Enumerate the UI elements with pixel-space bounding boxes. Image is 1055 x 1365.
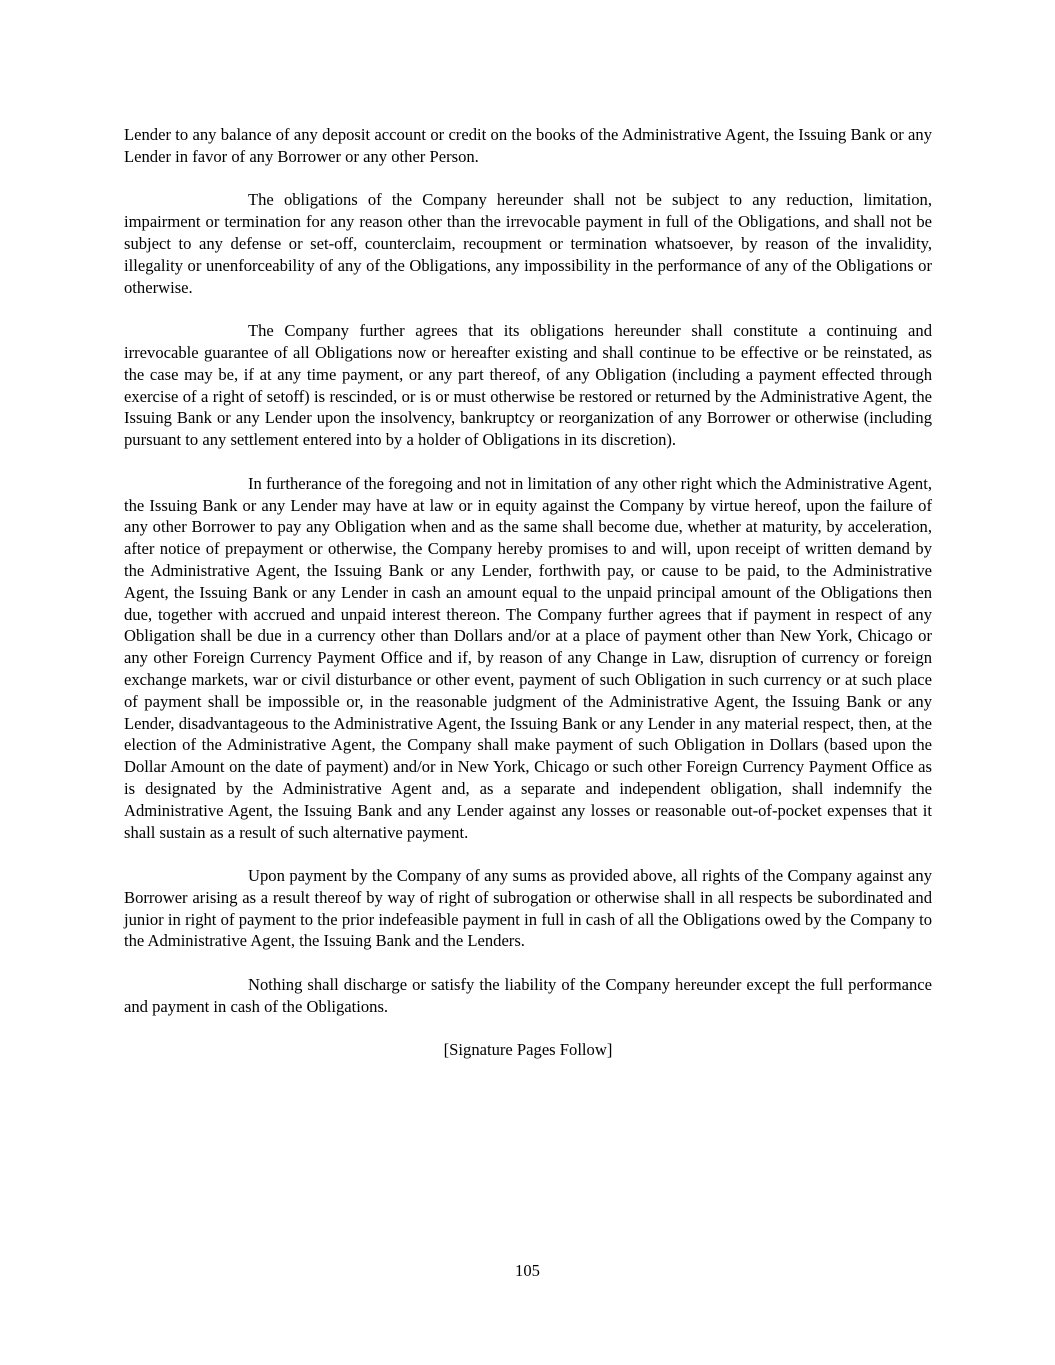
paragraph-obligations-not-subject: The obligations of the Company hereunder shall not be subject to any reduction, limitation, impairment or termination for any reason other than the irrevocable payment in full of the Obligations, and shall not be subject to any defense or set-off, counterclaim, recoupment or termination whatsoever, by reason of the invalidity, illegality or unenforceability of any of the Obligations, any impossibility in the performance of any of the Obligations or otherwise. bbox=[124, 190, 932, 297]
paragraph-discharge: Nothing shall discharge or satisfy the liability of the Company hereunder except the full performance and payment in cash of the Obligations. bbox=[124, 975, 932, 1016]
paragraph-continuation: Lender to any balance of any deposit account or credit on the books of the Administrative Agent, the Issuing Bank or any Lender in favor of any Borrower or any other Person. bbox=[124, 125, 932, 166]
signature-pages-note: [Signature Pages Follow] bbox=[443, 1040, 613, 1060]
page-number: 105 bbox=[515, 1261, 540, 1280]
paragraph-subrogation: Upon payment by the Company of any sums as provided above, all rights of the Company against any Borrower arising as a result thereof by way of right of subrogation or otherwise shall in all respects be subordinated and junior in right of payment to the prior indefeasible payment in full in cash of all the Obligations owed by the Company to the Administrative Agent, the Issuing Bank and the Lenders. bbox=[124, 866, 932, 951]
paragraph-continuing-guarantee: The Company further agrees that its obligations hereunder shall constitute a continuing and irrevocable guarantee of all Obligations now or hereafter existing and shall continue to be effective or be reinstated, as the case may be, if at any time payment, or any part thereof, of any Obligation (including a payment effected through exercise of a right of setoff) is rescinded, or is or must otherwise be restored or returned by the Administrative Agent, the Issuing Bank or any Lender upon the insolvency, bankruptcy or reorganization of any Borrower or otherwise (including pursuant to any settlement entered into by a holder of Obligations in its discretion). bbox=[124, 321, 932, 450]
document-page bbox=[124, 124, 932, 1061]
paragraph-furtherance: In furtherance of the foregoing and not in limitation of any other right which the Administrative Agent, the Issuing Bank or any Lender may have at law or in equity against the Company by virtue hereof, upon the failure of any other Borrower to pay any Obligation when and as the same shall become due, whether at maturity, by acceleration, after notice of prepayment or otherwise, the Company hereby promises to and will, upon receipt of written demand by the Administrative Agent, the Issuing Bank or any Lender, forthwith pay, or cause to be paid, to the Administrative Agent, the Issuing Bank or any Lender in cash an amount equal to the unpaid principal amount of the Obligations then due, together with accrued and unpaid interest thereon. The Company further agrees that if payment in respect of any Obligation shall be due in a currency other than Dollars and/or at a place of payment other than New York, Chicago or any other Foreign Currency Payment Office and if, by reason of any Change in Law, disruption of currency or foreign exchange markets, war or civil disturbance or other event, payment of such Obligation in such currency or at such place of payment shall be impossible or, in the reasonable judgment of the Administrative Agent, the Issuing Bank or any Lender, disadvantageous to the Administrative Agent, the Issuing Bank or any Lender in any material respect, then, at the election of the Administrative Agent, the Company shall make payment of such Obligation in Dollars (based upon the Dollar Amount on the date of payment) and/or in New York, Chicago or such other Foreign Currency Payment Office as is designated by the Administrative Agent and, as a separate and independent obligation, shall indemnify the Administrative Agent, the Issuing Bank and any Lender against any losses or reasonable out-of-pocket expenses that it shall sustain as a result of such alternative payment. bbox=[124, 473, 932, 842]
